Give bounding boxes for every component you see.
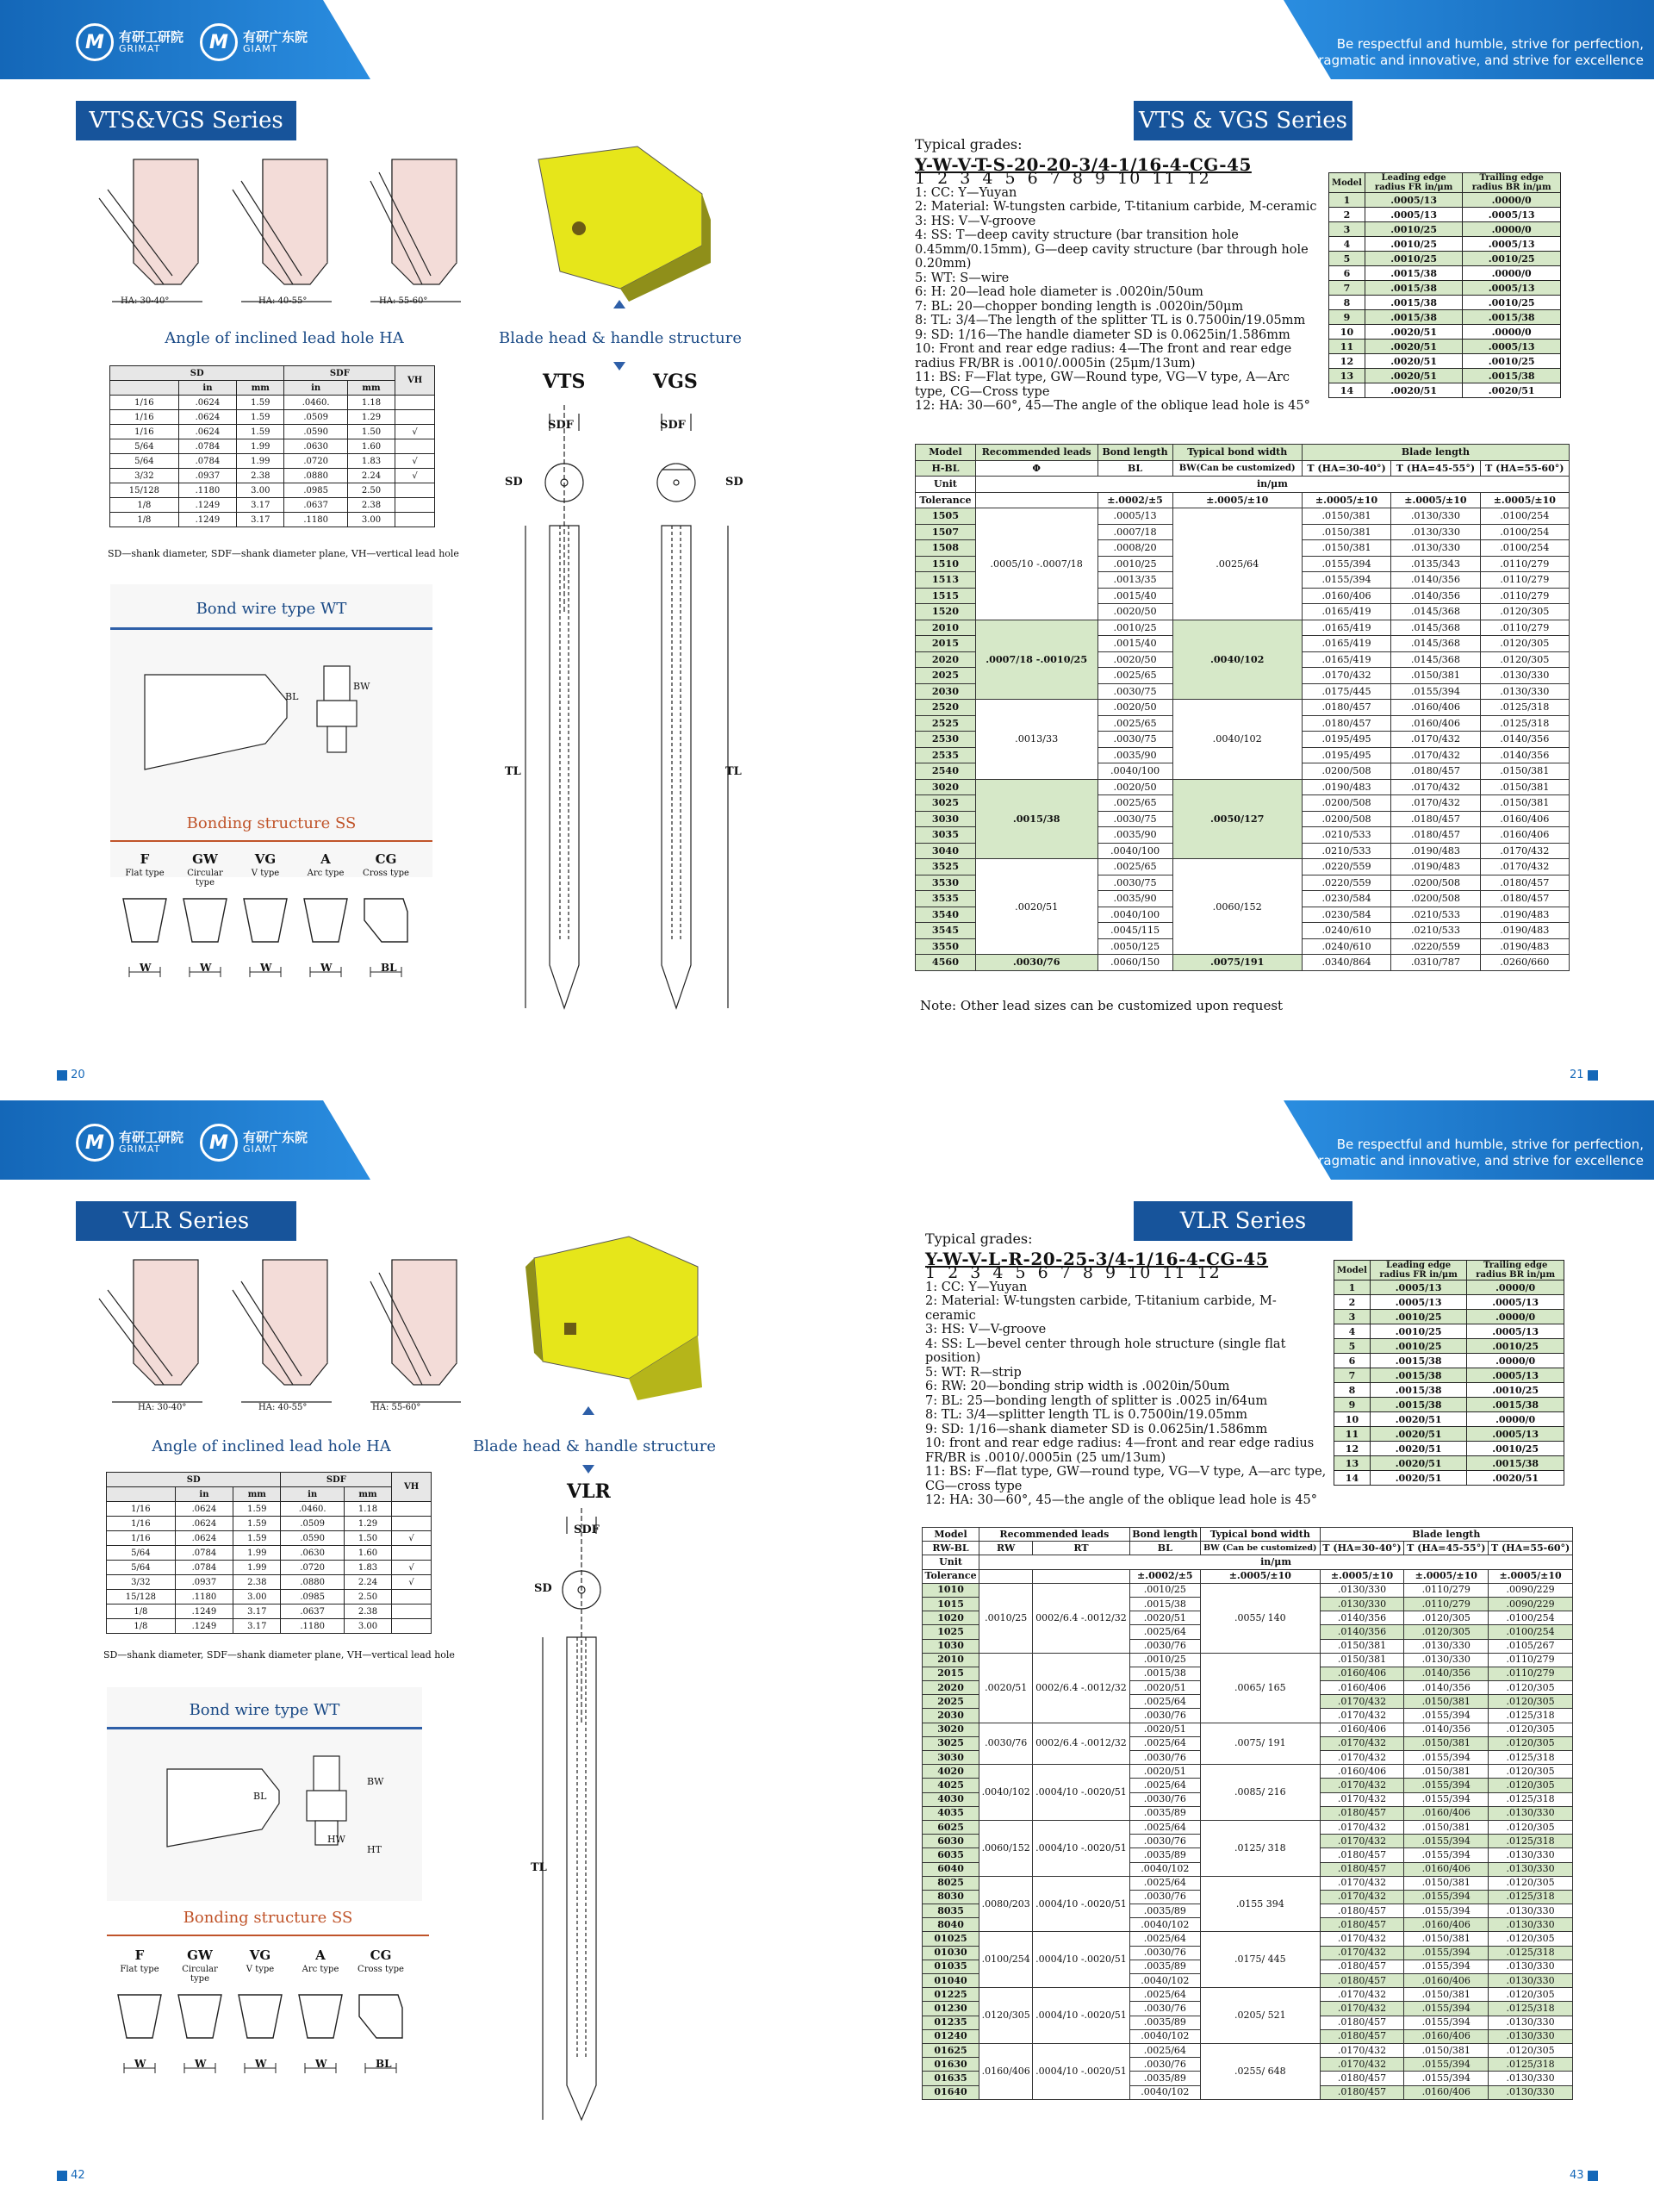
arrow-up-icon xyxy=(582,1406,594,1415)
arrow-down-icon xyxy=(582,1465,594,1474)
table-row: 2 .0005/13 .0005/13 xyxy=(1329,208,1561,222)
table-row: 5/64 .0784 1.99 .0720 1.83 √ xyxy=(107,1561,432,1575)
bonding-w-label: W xyxy=(140,962,152,974)
ha-label-3: HA: 55-60° xyxy=(379,296,428,306)
grade-line: 2: Material: W-tungsten carbide, T-titanium carbide, M-ceramic xyxy=(925,1294,1277,1323)
table-row: 5 .0010/25 .0010/25 xyxy=(1334,1339,1564,1354)
header-band-left-2 xyxy=(0,1100,370,1180)
page43-title: VLR Series xyxy=(1134,1201,1352,1241)
bonding-type-name: Arc type xyxy=(307,869,345,878)
grade-line: 1: CC: Y—Yuyan xyxy=(915,185,1017,200)
table-row: 01640 .0040/102 .0180/457 .0160/406 .0130/330 xyxy=(923,2085,1573,2099)
grade-line: 11: BS: F—flat type, GW—round type, VG—V type, A—arc type, CG—cross type xyxy=(925,1465,1327,1493)
table-row: 2535 .0035/90 .0195/495 .0170/432 .0140/356 xyxy=(916,747,1570,763)
table-row: 6040 .0040/102 .0180/457 .0160/406 .0130/330 xyxy=(923,1862,1573,1876)
ha-label-2: HA: 40-55° xyxy=(258,296,308,306)
bonding-w-label: BL xyxy=(376,2058,392,2070)
table-row: 5/64 .0784 1.99 .0630 1.60 xyxy=(107,1546,432,1561)
big-table-2: Model Recommended leads Bond length Typical bond width Blade length RW-BL RW RT BL BW (Can be customized) T (HA=30-40°) T (HA=45-55°) T (HA=55-60°) Unit in/μm Tolerance ±.0002/±5 ±.0005/±10 ±.0005/±10 ±.0005/±10 ±.0005/±10 1010 .0010/25 0002/6.4 -.0012/32 .0010/25 .0055/ 140 .0130/330 .0110/279 .0090/229 1015 .0015/38 .0130/330 .0110/279 .0090/229 1020 .0020/51 .0140/356 .0120/305 .0100/254 1025 .0025/64 .0140/356 .0120/305 .0100/254 1030 .0030/76 .0150/381 .0130/330 .0105/267 2010 .0020/51 0002/6.4 -.0012/32 .0010/25 .0065/ 165 .0150/381 .0130/330 .0110/279 2015 .0015/38 .0160/406 .0140/356 .0110/279 2020 .0020/51 .0160/406 .0140/356 .0120/305 2025 .0025/64 .0170/432 .0150/381 .0120/305 2030 .0030/76 .0170/432 .0155/394 .0125/318 3020 .0030/76 0002/6.4 -.0012/32 .0020/51 .0075/ 191 .0160/406 .0140/356 .0120/305 3025 .0025/64 .0170/432 .0150/381 .0120/305 3030 .0030/76 .0170/432 .0155/394 .0125/318 4020 .0040/102 .0004/10 -.0020/51 .0020/51 .0085/ 216 .0160/406 .0150/381 .0120/305 4025 .0025/64 .0170/432 .0155/394 .0120/305 4030 .0030/76 .0170/432 .0155/394 .0125/318 4035 .0035/89 .0180/457 .0160/406 .0130/330 6025 .0060/152 .0004/10 -.0020/51 .0025/64 .0125/ 318 .0170/432 .0150/381 .0120/305 6030 .0030/76 .0170/432 .0155/394 .0125/318 6035 .0035/89 .0180/457 .0155/394 .0130/330 6040 .0040/102 .0180/457 .0160/406 .0130/330 8025 .0080/203 .0004/10 -.0020/51 .0025/64 .0155 394 .0170/432 .0150/381 .0120/305 8030 .0030/76 .0170/432 .0155/394 .0125/318 8035 .0035/89 .0180/457 .0155/394 .0130/330 8040 .0040/102 .0180/457 .0160/406 .0130/330 01025 .0100/254 .0004/10 -.0020/51 .0025/64 .0175/ 445 .0170/432 .0150/381 .0120/305 01030 .0030/76 .0170/432 .0155/394 .0125/318 01035 .0035/89 .0180/457 .0155/394 .0130/330 01040 .0040/102 .0180/457 .0160/406 .0130/330 01225 .0120/305 .0004/10 -.0020/51 .0025/64 .0205/ 521 .0170/432 .0150/381 .0120/305 01230 .0030/76 .0170/432 .0155/394 .0125/318 01235 .0035/89 .0180/457 .0155/394 .0130/330 01240 .0040/102 .0180/457 .0160/406 .0130/330 01625 .0160/406 .0004/10 -.0020/51 .0025/64 .0255/ 648 .0170/432 .0150/381 .0120/305 01630 .0030/76 .0170/432 .0155/394 .0125/318 01635 .0035/89 .0180/457 .0155/394 .0130/330 01640 .0040/102 .0180/457 .0160/406 .0130/330 xyxy=(922,1527,1573,2100)
bonding-type-name: Arc type xyxy=(302,1965,339,1974)
table-row: 9 .0015/38 .0015/38 xyxy=(1329,310,1561,325)
table-row: 6035 .0035/89 .0180/457 .0155/394 .0130/330 xyxy=(923,1848,1573,1862)
logo-giamt-2: M 有研广东院 GIAMT xyxy=(200,1124,308,1162)
grade-line: 10: front and rear edge radius: 4—front and rear edge radius FR/BR is .0010/.0005in (25 um/13um) xyxy=(925,1436,1315,1465)
bonding-type-code: CG xyxy=(375,851,397,867)
bonding-w-label: W xyxy=(320,962,333,974)
page-number-43: 43 xyxy=(1570,2169,1598,2182)
table-row: 3545 .0045/115 .0240/610 .0210/533 .0190/483 xyxy=(916,923,1570,939)
note: Note: Other lead sizes can be customized upon request xyxy=(920,998,1284,1013)
vts-vgs-drawing xyxy=(500,405,758,1017)
caption-blade-2: Blade head & handle structure xyxy=(473,1437,716,1455)
table-row: 01630 .0030/76 .0170/432 .0155/394 .0125/318 xyxy=(923,2058,1573,2072)
bonding-type-code: VG xyxy=(249,1947,271,1963)
vgs-label: VGS xyxy=(653,371,698,393)
table-row: 1015 .0015/38 .0130/330 .0110/279 .0090/229 xyxy=(923,1597,1573,1611)
grades-block-43: Typical grades: Y-W-V-L-R-20-25-3/4-1/16-4-CG-45 1 2 3 4 5 6 7 8 9 10 11 12 1: CC: Y—Yuyan 2: Material: W-tungsten carbide, T-titanium carbide, M-ceramic 3: HS: V—V-groove 4: SS: L—bevel center through hole structure (single flat position) 5: WT: R—strip 6: RW: 20—bonding strip width is .0020in/50um 7: BL: 25—bonding length of splitter is .0025 in/64um 8: TL: 3/4—splitter length TL is 0.7500in/19.05mm 9: SD: 1/16—shank diameter SD is 0.0625in/1.586mm 10: front and rear edge radius: 4—front and rear edge radius FR/BR is .0010/.0005in (25 um/13um) 11: BS: F—flat type, GW—round type, VG—V type, A—arc type, CG—cross type 12: HA: 30—60°, 45—the angle of the oblique lead hole is 45° xyxy=(925,1231,1327,1507)
table-row: 2030 .0030/75 .0175/445 .0155/394 .0130/330 xyxy=(916,683,1570,700)
bonding-type-code: F xyxy=(140,851,150,867)
table-row: 3030 .0030/75 .0200/508 .0180/457 .0160/406 xyxy=(916,811,1570,827)
bonding-type-code: CG xyxy=(370,1947,392,1963)
table-row: 6 .0015/38 .0000/0 xyxy=(1334,1354,1564,1368)
tl-label-vts: TL xyxy=(505,765,521,778)
logo-giamt: M 有研广东院 GIAMT xyxy=(200,23,308,61)
table-row: 1 .0005/13 .0000/0 xyxy=(1329,193,1561,208)
ha-label-3b: HA: 55-60° xyxy=(372,1403,421,1412)
table-row: 1/16 .0624 1.59 .0509 1.29 xyxy=(110,410,435,425)
sd-table: SD SDF VH in mm in mm 1/16 .0624 1.59 .0460. 1.18 1/16 .0624 1.59 .0509 1.29 1/16 .0624 1.59 .0590 1.50 √ 5/64 .0784 1.99 .0630 1.60 5/64 .0784 1.99 .0720 1.83 √ 3/32 .0937 2.38 .0880 2.24 √ 15/128 .1180 3.00 .0985 2.50 1/8 .1249 3.17 .0637 2.38 1/8 .1249 3.17 .1180 3.00 xyxy=(109,365,435,527)
table-row: 01635 .0035/89 .0180/457 .0155/394 .0130/330 xyxy=(923,2072,1573,2085)
table-row: 3525 .0020/51 .0025/65 .0060/152 .0220/559 .0190/483 .0170/432 xyxy=(916,859,1570,875)
table-row: 01240 .0040/102 .0180/457 .0160/406 .0130/330 xyxy=(923,2029,1573,2043)
table-row: 1520 .0020/50 .0165/419 .0145/368 .0120/305 xyxy=(916,604,1570,620)
table-row: 01030 .0030/76 .0170/432 .0155/394 .0125/318 xyxy=(923,1946,1573,1960)
ha-label-2b: HA: 40-55° xyxy=(258,1403,308,1412)
bonding-type-name: Flat type xyxy=(120,1965,159,1974)
table-row: 1020 .0020/51 .0140/356 .0120/305 .0100/254 xyxy=(923,1611,1573,1625)
table-row: 01230 .0030/76 .0170/432 .0155/394 .0125/318 xyxy=(923,2002,1573,2016)
giamt-logo-icon: M xyxy=(200,23,238,61)
caption-angle-2: Angle of inclined lead hole HA xyxy=(152,1437,391,1455)
table-row: 4030 .0030/76 .0170/432 .0155/394 .0125/318 xyxy=(923,1792,1573,1806)
table-row: 1/8 .1249 3.17 .1180 3.00 xyxy=(110,513,435,527)
table-row: 8 .0015/38 .0010/25 xyxy=(1334,1383,1564,1398)
grade-line: 6: RW: 20—bonding strip width is .0020in/50um xyxy=(925,1380,1230,1393)
table-row: 2525 .0025/65 .0180/457 .0160/406 .0125/318 xyxy=(916,715,1570,732)
angle-diagram-2 xyxy=(233,159,332,302)
table-row: 11 .0020/51 .0005/13 xyxy=(1334,1427,1564,1442)
table-row: 1/16 .0624 1.59 .0590 1.50 √ xyxy=(110,425,435,439)
table-row: 5 .0010/25 .0010/25 xyxy=(1329,252,1561,266)
table-row: 4020 .0040/102 .0004/10 -.0020/51 .0020/51 .0085/ 216 .0160/406 .0150/381 .0120/305 xyxy=(923,1765,1573,1779)
sd-table-2: SD SDF VH in mm in mm 1/16 .0624 1.59 .0460. 1.18 1/16 .0624 1.59 .0509 1.29 1/16 .0624 1.59 .0590 1.50 √ 5/64 .0784 1.99 .0630 1.60 5/64 .0784 1.99 .0720 1.83 √ 3/32 .0937 2.38 .0880 2.24 √ 15/128 .1180 3.00 .0985 2.50 1/8 .1249 3.17 .0637 2.38 1/8 .1249 3.17 .1180 3.00 xyxy=(106,1472,432,1634)
grade-line: 9: SD: 1/16—shank diameter SD is 0.0625in/1.586mm xyxy=(925,1422,1268,1436)
bonding-type-name: Flat type xyxy=(125,869,165,878)
table-row: 1/8 .1249 3.17 .0637 2.38 xyxy=(110,498,435,513)
table-row: 1/16 .0624 1.59 .0460. 1.18 xyxy=(110,396,435,410)
table-row: 2020 .0020/50 .0165/419 .0145/368 .0120/305 xyxy=(916,651,1570,668)
table-row: 01225 .0120/305 .0004/10 -.0020/51 .0025/64 .0205/ 521 .0170/432 .0150/381 .0120/305 xyxy=(923,1988,1573,2002)
radius-table-2: Model Leading edge radius FR in/μm Trailing edge radius BR in/μm 1 .0005/13 .0000/0 2 .0005/13 .0005/13 3 .0010/25 .0000/0 4 .0010/25 .0005/13 5 .0010/25 .0010/25 6 .0015/38 .0000/0 7 .0015/38 .0005/13 8 .0015/38 .0010/25 9 .0015/38 .0015/38 10 .0020/51 .0000/0 11 .0020/51 .0005/13 12 .0020/51 .0010/25 13 .0020/51 .0015/38 14 .0020/51 .0020/51 xyxy=(1334,1260,1564,1486)
logo-grimat-2: M 有研工研院 GRIMAT xyxy=(76,1124,183,1162)
table-row: 2520 .0013/33 .0020/50 .0040/102 .0180/457 .0160/406 .0125/318 xyxy=(916,700,1570,716)
table-row: 3530 .0030/75 .0220/559 .0200/508 .0180/457 xyxy=(916,875,1570,891)
grimat-logo-icon: M xyxy=(76,23,114,61)
table-row: 13 .0020/51 .0015/38 xyxy=(1334,1456,1564,1471)
bonding-w-label: W xyxy=(195,2058,207,2070)
bonding-type-code: VG xyxy=(254,851,277,867)
sd-note: SD—shank diameter, SDF—shank diameter plane, VH—vertical lead hole xyxy=(108,548,459,559)
table-row: 4 .0010/25 .0005/13 xyxy=(1329,237,1561,252)
table-row: 1/8 .1249 3.17 .1180 3.00 xyxy=(107,1619,432,1634)
table-row: 3540 .0040/100 .0230/584 .0210/533 .0190/483 xyxy=(916,907,1570,923)
table-row: 10 .0020/51 .0000/0 xyxy=(1334,1412,1564,1427)
table-row: 3 .0010/25 .0000/0 xyxy=(1329,222,1561,237)
table-row: 15/128 .1180 3.00 .0985 2.50 xyxy=(110,483,435,498)
grade-line: 9: SD: 1/16—The handle diameter SD is 0.0625in/1.586mm xyxy=(915,327,1290,342)
table-row: 13 .0020/51 .0015/38 xyxy=(1329,369,1561,383)
grimat-logo-icon: M xyxy=(76,1124,114,1162)
table-row: 01235 .0035/89 .0180/457 .0155/394 .0130/330 xyxy=(923,2016,1573,2029)
table-row: 7 .0015/38 .0005/13 xyxy=(1329,281,1561,296)
sd-note-2: SD—shank diameter, SDF—shank diameter plane, VH—vertical lead hole xyxy=(103,1649,455,1661)
divider-2 xyxy=(107,1935,429,1936)
bonding-type-code: A xyxy=(320,851,331,867)
header-slogan: Be respectful and humble, strive for perfection, be pragmatic and innovative, and strive for excellence xyxy=(1290,36,1644,68)
angle-diagram-3 xyxy=(370,159,461,302)
table-row: 12 .0020/51 .0010/25 xyxy=(1329,354,1561,369)
grade-line: 5: WT: R—strip xyxy=(925,1365,1022,1380)
table-row: 6030 .0030/76 .0170/432 .0155/394 .0125/318 xyxy=(923,1835,1573,1848)
table-row: 10 .0020/51 .0000/0 xyxy=(1329,325,1561,340)
table-row: 1507 .0007/18 .0150/381 .0130/330 .0100/254 xyxy=(916,524,1570,540)
grade-line: 10: Front and rear edge radius: 4—The front and rear edge radius FR/BR is .0010/.0005in (25μm/13um) xyxy=(915,342,1292,371)
bond-wire-diagram xyxy=(136,649,412,778)
bonding-type-name: Circular type xyxy=(187,869,223,888)
table-row: 2025 .0025/65 .0170/432 .0150/381 .0130/330 xyxy=(916,668,1570,684)
bonding-w-label: W xyxy=(260,962,272,974)
table-row: 3/32 .0937 2.38 .0880 2.24 √ xyxy=(107,1575,432,1590)
bonding-type-name: Circular type xyxy=(182,1965,218,1984)
sd-label-vgs: SD xyxy=(725,476,743,489)
radius-table-1: Model Leading edge radius FR in/μm Trailing edge radius BR in/μm 1 .0005/13 .0000/0 2 .0005/13 .0005/13 3 .0010/25 .0000/0 4 .0010/25 .0005/13 5 .0010/25 .0010/25 6 .0015/38 .0000/0 7 .0015/38 .0005/13 8 .0015/38 .0010/25 9 .0015/38 .0015/38 10 .0020/51 .0000/0 11 .0020/51 .0005/13 12 .0020/51 .0010/25 13 .0020/51 .0015/38 14 .0020/51 .0020/51 xyxy=(1328,172,1561,398)
bonding-type-code: F xyxy=(134,1947,145,1963)
grade-line: 5: WT: S—wire xyxy=(915,271,1010,285)
grade-line: 7: BL: 25—bonding length of splitter is .0025 in/64um xyxy=(925,1393,1268,1408)
table-row: 3040 .0040/100 .0210/533 .0190/483 .0170/432 xyxy=(916,843,1570,859)
table-row: 1515 .0015/40 .0160/406 .0140/356 .0110/279 xyxy=(916,588,1570,604)
table-row: 3/32 .0937 2.38 .0880 2.24 √ xyxy=(110,469,435,483)
table-row: 12 .0020/51 .0010/25 xyxy=(1334,1442,1564,1456)
bond-wire-diagram-2 xyxy=(159,1752,400,1864)
table-row: 3025 .0025/64 .0170/432 .0150/381 .0120/305 xyxy=(923,1736,1573,1750)
header-band-left xyxy=(0,0,370,79)
caption-bonding: Bonding structure SS xyxy=(186,814,357,832)
bonding-w-label: W xyxy=(315,2058,327,2070)
table-row: 2 .0005/13 .0005/13 xyxy=(1334,1295,1564,1310)
big-table-1: Model Recommended leads Bond length Typical bond width Blade length H-BL Φ BL BW(Can be customized) T (HA=30-40°) T (HA=45-55°) T (HA=55-60°) Unit in/μm Tolerance ±.0002/±5 ±.0005/±10 ±.0005/±10 ±.0005/±10 ±.0005/±10 1505 .0005/10 -.0007/18 .0005/13 .0025/64 .0150/381 .0130/330 .0100/254 1507 .0007/18 .0150/381 .0130/330 .0100/254 1508 .0008/20 .0150/381 .0130/330 .0100/254 1510 .0010/25 .0155/394 .0135/343 .0110/279 1513 .0013/35 .0155/394 .0140/356 .0110/279 1515 .0015/40 .0160/406 .0140/356 .0110/279 1520 .0020/50 .0165/419 .0145/368 .0120/305 2010 .0007/18 -.0010/25 .0010/25 .0040/102 .0165/419 .0145/368 .0110/279 2015 .0015/40 .0165/419 .0145/368 .0120/305 2020 .0020/50 .0165/419 .0145/368 .0120/305 2025 .0025/65 .0170/432 .0150/381 .0130/330 2030 .0030/75 .0175/445 .0155/394 .0130/330 2520 .0013/33 .0020/50 .0040/102 .0180/457 .0160/406 .0125/318 2525 .0025/65 .0180/457 .0160/406 .0125/318 2530 .0030/75 .0195/495 .0170/432 .0140/356 2535 .0035/90 .0195/495 .0170/432 .0140/356 2540 .0040/100 .0200/508 .0180/457 .0150/381 3020 .0015/38 .0020/50 .0050/127 .0190/483 .0170/432 .0150/381 3025 .0025/65 .0200/508 .0170/432 .0150/381 3030 .0030/75 .0200/508 .0180/457 .0160/406 3035 .0035/90 .0210/533 .0180/457 .0160/406 3040 .0040/100 .0210/533 .0190/483 .0170/432 3525 .0020/51 .0025/65 .0060/152 .0220/559 .0190/483 .0170/432 3530 .0030/75 .0220/559 .0200/508 .0180/457 3535 .0035/90 .0230/584 .0200/508 .0180/457 3540 .0040/100 .0230/584 .0210/533 .0190/483 3545 .0045/115 .0240/610 .0210/533 .0190/483 3550 .0050/125 .0240/610 .0220/559 .0190/483 4560 .0030/76 .0060/150 .0075/191 .0340/864 .0310/787 .0260/660 xyxy=(915,444,1570,971)
sd-label-vlr: SD xyxy=(534,1582,552,1595)
caption-angle: Angle of inclined lead hole HA xyxy=(165,329,404,347)
angle-diagrams xyxy=(95,155,474,315)
tl-label-vlr: TL xyxy=(531,1861,547,1874)
table-row: 6025 .0060/152 .0004/10 -.0020/51 .0025/64 .0125/ 318 .0170/432 .0150/381 .0120/305 xyxy=(923,1820,1573,1834)
table-row: 1 .0005/13 .0000/0 xyxy=(1334,1280,1564,1295)
ha-label-1: HA: 30-40° xyxy=(121,296,170,306)
table-row: 4025 .0025/64 .0170/432 .0155/394 .0120/305 xyxy=(923,1779,1573,1792)
table-row: 1/16 .0624 1.59 .0509 1.29 xyxy=(107,1517,432,1531)
table-row: 3025 .0025/65 .0200/508 .0170/432 .0150/381 xyxy=(916,795,1570,812)
table-row: 14 .0020/51 .0020/51 xyxy=(1334,1471,1564,1486)
table-row: 3030 .0030/76 .0170/432 .0155/394 .0125/318 xyxy=(923,1751,1573,1765)
table-row: 8030 .0030/76 .0170/432 .0155/394 .0125/318 xyxy=(923,1890,1573,1904)
bonding-w-label: W xyxy=(255,2058,267,2070)
header-slogan-2: Be respectful and humble, strive for perfection, be pragmatic and innovative, and strive for excellence xyxy=(1290,1137,1644,1168)
bonding-type-name: Cross type xyxy=(363,869,409,878)
table-row: 1513 .0013/35 .0155/394 .0140/356 .0110/279 xyxy=(916,572,1570,589)
table-row: 2540 .0040/100 .0200/508 .0180/457 .0150/381 xyxy=(916,763,1570,780)
bonding-type-code: GW xyxy=(187,1947,213,1963)
caption-bonding-2: Bonding structure SS xyxy=(183,1909,353,1927)
ha-label-1b: HA: 30-40° xyxy=(138,1403,187,1412)
angle-diagrams-2 xyxy=(95,1256,474,1415)
table-row: 8 .0015/38 .0010/25 xyxy=(1329,296,1561,310)
table-row: 4 .0010/25 .0005/13 xyxy=(1334,1324,1564,1339)
grade-line: 12: HA: 30—60°, 45—The angle of the oblique lead hole is 45° xyxy=(915,399,1310,413)
table-row: 15/128 .1180 3.00 .0985 2.50 xyxy=(107,1590,432,1604)
table-row: 11 .0020/51 .0005/13 xyxy=(1329,340,1561,354)
grade-line: 1: CC: Y—Yuyan xyxy=(925,1280,1028,1294)
table-row: 1510 .0010/25 .0155/394 .0135/343 .0110/279 xyxy=(916,556,1570,572)
table-row: 01025 .0100/254 .0004/10 -.0020/51 .0025/64 .0175/ 445 .0170/432 .0150/381 .0120/305 xyxy=(923,1932,1573,1946)
table-row: 3535 .0035/90 .0230/584 .0200/508 .0180/457 xyxy=(916,891,1570,907)
page20-title: VTS&VGS Series xyxy=(76,101,296,140)
grade-code-2: Y-W-V-L-R-20-25-3/4-1/16-4-CG-45 xyxy=(925,1248,1269,1269)
grade-line: 8: TL: 3/4—The length of the splitter TL is 0.7500in/19.05mm xyxy=(915,314,1306,327)
arrow-up-icon xyxy=(613,300,625,308)
logo-grimat: M 有研工研院 GRIMAT xyxy=(76,23,183,61)
grade-line: 4: SS: L—bevel center through hole structure (single flat position) xyxy=(925,1337,1286,1365)
page-number-21: 21 xyxy=(1570,1069,1598,1081)
table-row: 6 .0015/38 .0000/0 xyxy=(1329,266,1561,281)
divider xyxy=(110,840,432,842)
grade-line: 3: HS: V—V-groove xyxy=(915,214,1036,228)
grade-line: 7: BL: 20—chopper bonding length is .0020in/50μm xyxy=(915,299,1244,314)
bonding-type-name: V type xyxy=(246,1965,275,1974)
bonding-type-code: GW xyxy=(192,851,218,867)
table-row: 2030 .0030/76 .0170/432 .0155/394 .0125/318 xyxy=(923,1709,1573,1723)
table-row: 8025 .0080/203 .0004/10 -.0020/51 .0025/64 .0155 394 .0170/432 .0150/381 .0120/305 xyxy=(923,1876,1573,1890)
table-row: 01040 .0040/102 .0180/457 .0160/406 .0130/330 xyxy=(923,1974,1573,1988)
bonding-type-name: Cross type xyxy=(358,1965,404,1974)
grade-line: 8: TL: 3/4—splitter length TL is 0.7500in/19.05mm xyxy=(925,1408,1247,1422)
sdf-label-vgs: SDF xyxy=(660,419,686,432)
table-row: 1030 .0030/76 .0150/381 .0130/330 .0105/267 xyxy=(923,1639,1573,1653)
table-row: 8040 .0040/102 .0180/457 .0160/406 .0130/330 xyxy=(923,1918,1573,1932)
grade-line: 12: HA: 30—60°, 45—the angle of the oblique lead hole is 45° xyxy=(925,1493,1318,1507)
table-row: 1/16 .0624 1.59 .0590 1.50 √ xyxy=(107,1531,432,1546)
page-number-20: 20 xyxy=(57,1069,85,1081)
sd-label-vts: SD xyxy=(505,476,523,489)
vlr-label: VLR xyxy=(567,1480,611,1503)
table-row: 4560 .0030/76 .0060/150 .0075/191 .0340/864 .0310/787 .0260/660 xyxy=(916,955,1570,971)
vlr-drawing xyxy=(517,1508,672,2128)
table-row: 1/16 .0624 1.59 .0460. 1.18 xyxy=(107,1502,432,1517)
tl-label-vgs: TL xyxy=(725,765,742,778)
grade-line: 4: SS: T—deep cavity structure (bar transition hole 0.45mm/0.15mm), G—deep cavity structure (bar through hole 0.20mm) xyxy=(915,228,1309,271)
table-row: 1010 .0010/25 0002/6.4 -.0012/32 .0010/25 .0055/ 140 .0130/330 .0110/279 .0090/229 xyxy=(923,1583,1573,1597)
bonding-w-label: W xyxy=(200,962,212,974)
table-row: 2025 .0025/64 .0170/432 .0150/381 .0120/305 xyxy=(923,1695,1573,1709)
bond-wire-panel: Bond wire type WT BL BW xyxy=(110,584,432,877)
table-row: 3 .0010/25 .0000/0 xyxy=(1334,1310,1564,1324)
page42-title: VLR Series xyxy=(76,1201,296,1241)
table-row: 3020 .0030/76 0002/6.4 -.0012/32 .0020/51 .0075/ 191 .0160/406 .0140/356 .0120/305 xyxy=(923,1723,1573,1736)
table-row: 14 .0020/51 .0020/51 xyxy=(1329,383,1561,398)
blade-head-3d xyxy=(517,142,724,306)
table-row: 3035 .0035/90 .0210/533 .0180/457 .0160/406 xyxy=(916,827,1570,844)
table-row: 8035 .0035/89 .0180/457 .0155/394 .0130/330 xyxy=(923,1904,1573,1918)
table-row: 1/8 .1249 3.17 .0637 2.38 xyxy=(107,1604,432,1619)
grade-line: 3: HS: V—V-groove xyxy=(925,1323,1047,1337)
arrow-down-icon xyxy=(613,362,625,371)
table-row: 9 .0015/38 .0015/38 xyxy=(1334,1398,1564,1412)
table-row: 01035 .0035/89 .0180/457 .0155/394 .0130/330 xyxy=(923,1960,1573,1973)
bonding-type-name: V type xyxy=(251,869,280,878)
bonding-w-label: W xyxy=(134,2058,146,2070)
sdf-label-vts: SDF xyxy=(548,419,574,432)
table-row: 3020 .0015/38 .0020/50 .0050/127 .0190/483 .0170/432 .0150/381 xyxy=(916,779,1570,795)
page-number-42: 42 xyxy=(57,2169,85,2182)
table-row: 4035 .0035/89 .0180/457 .0160/406 .0130/330 xyxy=(923,1806,1573,1820)
bonding-w-label: BL xyxy=(381,962,397,974)
grade-line: 6: H: 20—lead hole diameter is .0020in/50um xyxy=(915,285,1203,299)
table-row: 2015 .0015/38 .0160/406 .0140/356 .0110/279 xyxy=(923,1667,1573,1680)
table-row: 1025 .0025/64 .0140/356 .0120/305 .0100/254 xyxy=(923,1625,1573,1639)
grades-block-21: Typical grades: Y-W-V-T-S-20-20-3/4-1/16-4-CG-45 1 2 3 4 5 6 7 8 9 10 11 12 1: CC: Y—Yuyan 2: Material: W-tungsten carbide, T-titanium carbide, M-ceramic 3: HS: V—V-groove 4: SS: T—deep cavity structure (bar transition hole 0.45mm/0.15mm), G—deep cavity structure (bar through hole 0.20mm) 5: WT: S—wire 6: H: 20—lead hole diameter is .0020in/50um 7: BL: 20—chopper bonding length is .0020in/50μm 8: TL: 3/4—The length of the splitter TL is 0.7500in/19.05mm 9: SD: 1/16—The handle diameter SD is 0.0625in/1.586mm 10: Front and rear edge radius: 4—The front and rear edge radius FR/BR is .0010/.0005in (25μm/13um) 11: BS: F—Flat type, GW—Round type, VG—V type, A—Arc type, CG—Cross type 12: HA: 30—60°, 45—The angle of the oblique lead hole is 45° xyxy=(915,138,1320,414)
table-row: 2015 .0015/40 .0165/419 .0145/368 .0120/305 xyxy=(916,636,1570,652)
page21-title: VTS & VGS Series xyxy=(1134,101,1352,140)
blade-head-3d-2 xyxy=(517,1232,724,1405)
grade-code: Y-W-V-T-S-20-20-3/4-1/16-4-CG-45 xyxy=(915,153,1252,175)
table-row: 2020 .0020/51 .0160/406 .0140/356 .0120/305 xyxy=(923,1681,1573,1695)
table-row: 2010 .0007/18 -.0010/25 .0010/25 .0040/102 .0165/419 .0145/368 .0110/279 xyxy=(916,620,1570,636)
table-row: 1508 .0008/20 .0150/381 .0130/330 .0100/254 xyxy=(916,540,1570,557)
angle-diagram-1 xyxy=(99,159,202,302)
table-row: 2010 .0020/51 0002/6.4 -.0012/32 .0010/25 .0065/ 165 .0150/381 .0130/330 .0110/279 xyxy=(923,1653,1573,1667)
table-row: 2530 .0030/75 .0195/495 .0170/432 .0140/356 xyxy=(916,732,1570,748)
giamt-logo-icon: M xyxy=(200,1124,238,1162)
bond-wire-panel-2: Bond wire type WT BL BW HW HT xyxy=(107,1687,422,1901)
table-row: 5/64 .0784 1.99 .0630 1.60 xyxy=(110,439,435,454)
table-row: 1505 .0005/10 -.0007/18 .0005/13 .0025/64 .0150/381 .0130/330 .0100/254 xyxy=(916,508,1570,525)
bonding-type-code: A xyxy=(315,1947,326,1963)
table-row: 01625 .0160/406 .0004/10 -.0020/51 .0025/64 .0255/ 648 .0170/432 .0150/381 .0120/305 xyxy=(923,2043,1573,2057)
grade-line: 11: BS: F—Flat type, GW—Round type, VG—V type, A—Arc type, CG—Cross type xyxy=(915,371,1290,399)
table-row: 5/64 .0784 1.99 .0720 1.83 √ xyxy=(110,454,435,469)
sdf-label-vlr: SDF xyxy=(574,1523,600,1536)
table-row: 7 .0015/38 .0005/13 xyxy=(1334,1368,1564,1383)
grade-line: 2: Material: W-tungsten carbide, T-titanium carbide, M-ceramic xyxy=(915,200,1317,214)
table-row: 3550 .0050/125 .0240/610 .0220/559 .0190/483 xyxy=(916,938,1570,955)
caption-blade: Blade head & handle structure xyxy=(499,329,742,347)
vts-label: VTS xyxy=(543,371,586,393)
